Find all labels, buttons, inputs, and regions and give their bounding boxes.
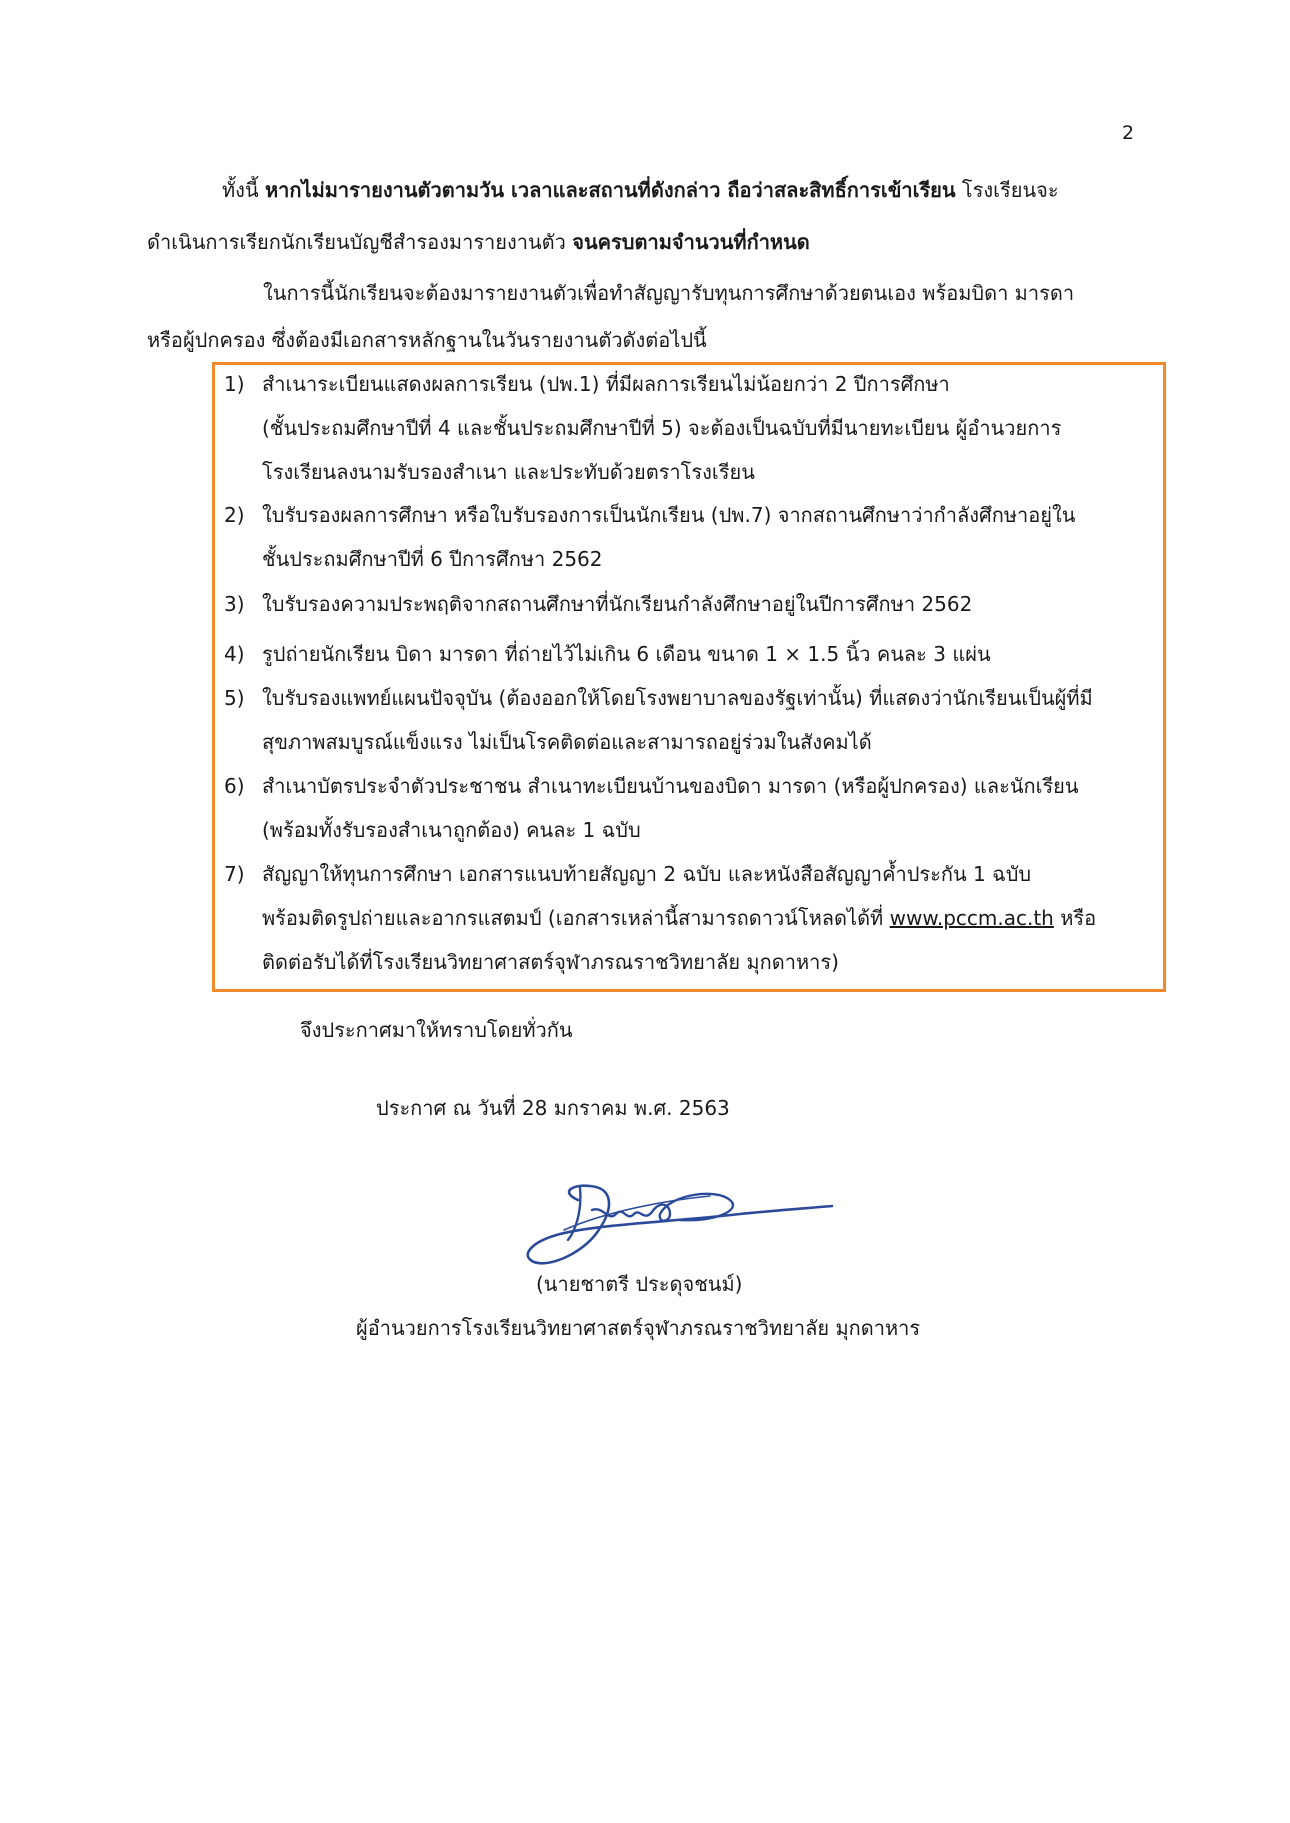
- item-4-number: 4): [224, 642, 245, 666]
- item-1-number: 1): [224, 372, 245, 396]
- item-2-line1: ใบรับรองผลการศึกษา หรือใบรับรองการเป็นนักเรียน (ปพ.7) จากสถานศึกษาว่ากำลังศึกษาอยู่ใน: [262, 503, 1076, 527]
- item-7-line2-text: พร้อมติดรูปถ่ายและอากรแสตมป์ (เอกสารเหล่านี้สามารถดาวน์โหลดได้ที่: [262, 906, 890, 930]
- para1-line1-bold: หากไม่มารายงานตัวตามวัน เวลาและสถานที่ดังกล่าว ถือว่าสละสิทธิ์การเข้าเรียน: [264, 178, 956, 202]
- announce-line: จึงประกาศมาให้ทราบโดยทั่วกัน: [300, 1018, 573, 1042]
- item-7-line2-tail: หรือ: [1053, 906, 1097, 930]
- para1-line1: [222, 178, 1059, 202]
- signature-image: [520, 1170, 840, 1280]
- item-1-line1: สำเนาระเบียนแสดงผลการเรียน (ปพ.1) ที่มีผลการเรียนไม่น้อยกว่า 2 ปีการศึกษา: [262, 372, 950, 396]
- item-6-number: 6): [224, 774, 245, 798]
- pccm-website-link[interactable]: www.pccm.ac.th: [889, 906, 1054, 930]
- para1-line1-c: โรงเรียนจะ: [955, 178, 1059, 202]
- item-7-line2: [262, 906, 1096, 930]
- page-number: 2: [1122, 122, 1135, 144]
- item-5-line1: ใบรับรองแพทย์แผนปัจจุบัน (ต้องออกให้โดยโรงพยาบาลของรัฐเท่านั้น) ที่แสดงว่านักเรียนเป็นผู้ที่มี: [262, 686, 1093, 710]
- para2-line1: ในการนี้นักเรียนจะต้องมารายงานตัวเพื่อทำสัญญารับทุนการศึกษาด้วยตนเอง พร้อมบิดา มารดา: [263, 281, 1075, 305]
- item-2-number: 2): [224, 503, 245, 527]
- item-6-line2: (พร้อมทั้งรับรองสำเนาถูกต้อง) คนละ 1 ฉบับ: [262, 818, 641, 842]
- para2-line2: หรือผู้ปกครอง ซึ่งต้องมีเอกสารหลักฐานในวันรายงานตัวดังต่อไปนี้: [147, 328, 707, 352]
- item-5-number: 5): [224, 686, 245, 710]
- item-7-line3: ติดต่อรับได้ที่โรงเรียนวิทยาศาสตร์จุฬาภรณราชวิทยาลัย มุกดาหาร): [262, 950, 839, 974]
- item-5-line2: สุขภาพสมบูรณ์แข็งแรง ไม่เป็นโรคติดต่อและสามารถอยู่ร่วมในสังคมได้: [262, 730, 872, 754]
- signer-title: ผู้อำนวยการโรงเรียนวิทยาศาสตร์จุฬาภรณราชวิทยาลัย มุกดาหาร: [356, 1316, 921, 1340]
- item-6-line1: สำเนาบัตรประจำตัวประชาชน สำเนาทะเบียนบ้านของบิดา มารดา (หรือผู้ปกครอง) และนักเรียน: [262, 774, 1079, 798]
- item-2-line2: ชั้นประถมศึกษาปีที่ 6 ปีการศึกษา 2562: [262, 547, 603, 571]
- item-1-line3: โรงเรียนลงนามรับรองสำเนา และประทับด้วยตราโรงเรียน: [262, 460, 755, 484]
- item-4-line1: รูปถ่ายนักเรียน บิดา มารดา ที่ถ่ายไว้ไม่เกิน 6 เดือน ขนาด 1 × 1.5 นิ้ว คนละ 3 แผ่น: [262, 642, 991, 666]
- item-3-number: 3): [224, 592, 245, 616]
- item-3-line1: ใบรับรองความประพฤติจากสถานศึกษาที่นักเรียนกำลังศึกษาอยู่ในปีการศึกษา 2562: [262, 592, 973, 616]
- para1-line2-a: ดำเนินการเรียกนักเรียนบัญชีสำรองมารายงานตัว: [147, 230, 573, 254]
- item-1-line2: (ชั้นประถมศึกษาปีที่ 4 และชั้นประถมศึกษาปีที่ 5) จะต้องเป็นฉบับที่มีนายทะเบียน ผู้อำนวยการ: [262, 416, 1062, 440]
- item-7-number: 7): [224, 862, 245, 886]
- signer-name: (นายชาตรี ประดุจชนม์): [536, 1272, 743, 1296]
- para1-line2-bold: จนครบตามจำนวนที่กำหนด: [572, 230, 810, 254]
- para1-line2: [147, 230, 810, 254]
- documents-list-box: [212, 362, 1166, 992]
- item-7-line1: สัญญาให้ทุนการศึกษา เอกสารแนบท้ายสัญญา 2 ฉบับ และหนังสือสัญญาค้ำประกัน 1 ฉบับ: [262, 862, 1032, 886]
- date-line: ประกาศ ณ วันที่ 28 มกราคม พ.ศ. 2563: [376, 1096, 730, 1120]
- para1-line1-a: ทั้งนี้: [222, 178, 265, 202]
